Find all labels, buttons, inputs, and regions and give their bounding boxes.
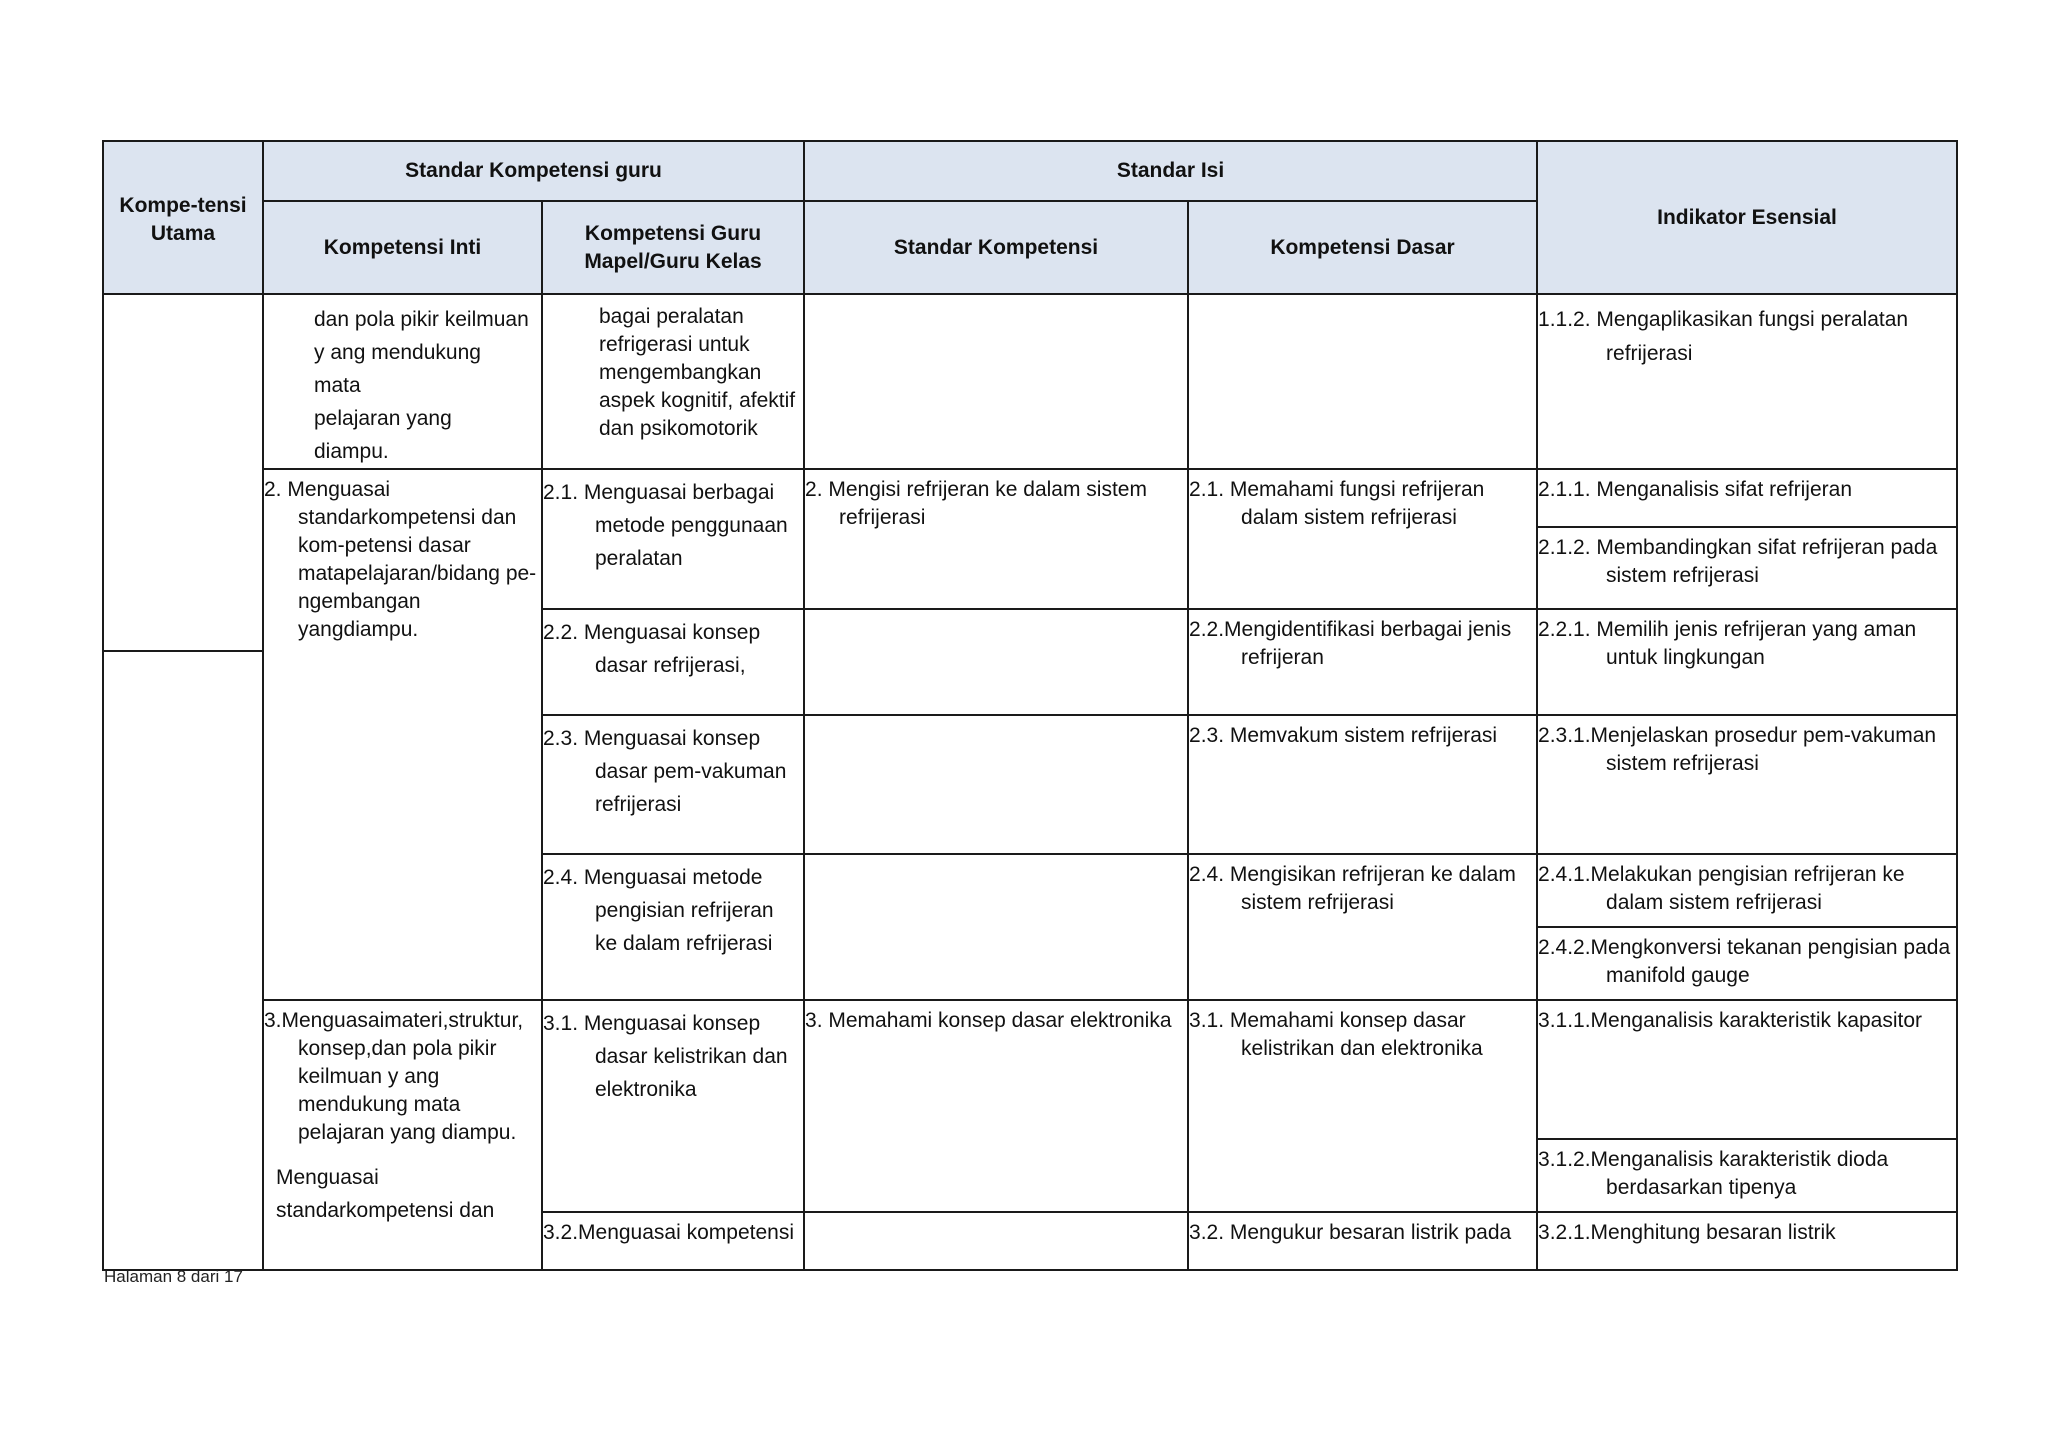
standar-kompetensi-cell xyxy=(804,294,1188,469)
kompetensi-dasar-cell: 2.2.Mengidentifikasi berbagai jenis refrijeran xyxy=(1188,609,1537,715)
kompetensi-guru-cell: 2.2. Menguasai konsep dasar refrijerasi, xyxy=(542,609,804,715)
kompetensi-dasar-cell: 2.3. Memvakum sistem refrijerasi xyxy=(1188,715,1537,854)
standar-kompetensi-cell: 2. Mengisi refrijeran ke dalam sistem refrijerasi xyxy=(804,469,1188,609)
kompetensi-guru-cell: 3.1. Menguasai konsep dasar kelistrikan dan elektronika xyxy=(542,1000,804,1212)
kompetensi-inti-cell: 2. Menguasai standarkompetensi dan kom-petensi dasar matapelajaran/bidang pe- ngembangan yangdiampu. xyxy=(263,469,542,1000)
header-standar-kompetensi: Standar Kompetensi xyxy=(804,201,1188,294)
indikator-cell: 3.1.2.Menganalisis karakteristik dioda berdasarkan tipenya xyxy=(1537,1139,1957,1212)
header-standar-isi: Standar Isi xyxy=(804,141,1537,201)
competency-table xyxy=(102,140,1958,1271)
kompetensi-dasar-cell: 2.4. Mengisikan refrijeran ke dalam sistem refrijerasi xyxy=(1188,854,1537,1000)
header-standar-kompetensi-guru: Standar Kompetensi guru xyxy=(263,141,804,201)
indikator-cell: 2.1.2. Membandingkan sifat refrijeran pada sistem refrijerasi xyxy=(1537,527,1957,609)
kompetensi-dasar-cell: 2.1. Memahami fungsi refrijeran dalam sistem refrijerasi xyxy=(1188,469,1537,609)
standar-kompetensi-cell xyxy=(804,854,1188,1000)
indikator-cell: 1.1.2. Mengaplikasikan fungsi peralatan refrijerasi xyxy=(1537,294,1957,469)
indikator-cell: 2.4.2.Mengkonversi tekanan pengisian pada manifold gauge xyxy=(1537,927,1957,1000)
standar-kompetensi-cell xyxy=(804,1212,1188,1270)
kompetensi-utama-divider xyxy=(102,650,262,652)
standar-kompetensi-cell xyxy=(804,715,1188,854)
indikator-cell: 2.4.1.Melakukan pengisian refrijeran ke dalam sistem refrijerasi xyxy=(1537,854,1957,927)
kompetensi-guru-cell: 2.4. Menguasai metode pengisian refrijeran ke dalam refrijerasi xyxy=(542,854,804,1000)
header-kompetensi-utama: Kompe-tensi Utama xyxy=(103,141,263,294)
header-indikator-esensial: Indikator Esensial xyxy=(1537,141,1957,294)
header-kompetensi-inti: Kompetensi Inti xyxy=(263,201,542,294)
indikator-cell: 2.1.1. Menganalisis sifat refrijeran xyxy=(1537,469,1957,527)
kompetensi-guru-cell: 3.2.Menguasai kompetensi xyxy=(542,1212,804,1270)
kompetensi-dasar-cell: 3.1. Memahami konsep dasar kelistrikan dan elektronika xyxy=(1188,1000,1537,1212)
header-kompetensi-dasar: Kompetensi Dasar xyxy=(1188,201,1537,294)
indikator-cell: 2.2.1. Memilih jenis refrijeran yang aman untuk lingkungan xyxy=(1537,609,1957,715)
kompetensi-inti-cell: dan pola pikir keilmuan y ang mendukung mata pelajaran yang diampu. xyxy=(263,294,542,469)
header-kompetensi-guru-mapel: Kompetensi Guru Mapel/Guru Kelas xyxy=(542,201,804,294)
standar-kompetensi-cell xyxy=(804,609,1188,715)
page-footer: Halaman 8 dari 17 xyxy=(104,1267,243,1286)
kompetensi-utama-cell xyxy=(103,294,263,1270)
kompetensi-guru-cell: bagai peralatan refrigerasi untuk mengembangkan aspek kognitif, afektif dan psikomotorik xyxy=(542,294,804,469)
indikator-cell: 3.2.1.Menghitung besaran listrik xyxy=(1537,1212,1957,1270)
standar-kompetensi-cell: 3. Memahami konsep dasar elektronika xyxy=(804,1000,1188,1212)
kompetensi-dasar-cell: 3.2. Mengukur besaran listrik pada xyxy=(1188,1212,1537,1270)
indikator-cell: 3.1.1.Menganalisis karakteristik kapasitor xyxy=(1537,1000,1957,1139)
kompetensi-guru-cell: 2.1. Menguasai berbagai metode penggunaan peralatan xyxy=(542,469,804,609)
kompetensi-inti-cell: 3.Menguasaimateri,struktur, konsep,dan pola pikir keilmuan y ang mendukung mata pelajaran yang diampu. Menguasai standarkompetensi dan xyxy=(263,1000,542,1270)
kompetensi-guru-cell: 2.3. Menguasai konsep dasar pem-vakuman refrijerasi xyxy=(542,715,804,854)
indikator-cell: 2.3.1.Menjelaskan prosedur pem-vakuman sistem refrijerasi xyxy=(1537,715,1957,854)
kompetensi-dasar-cell xyxy=(1188,294,1537,469)
